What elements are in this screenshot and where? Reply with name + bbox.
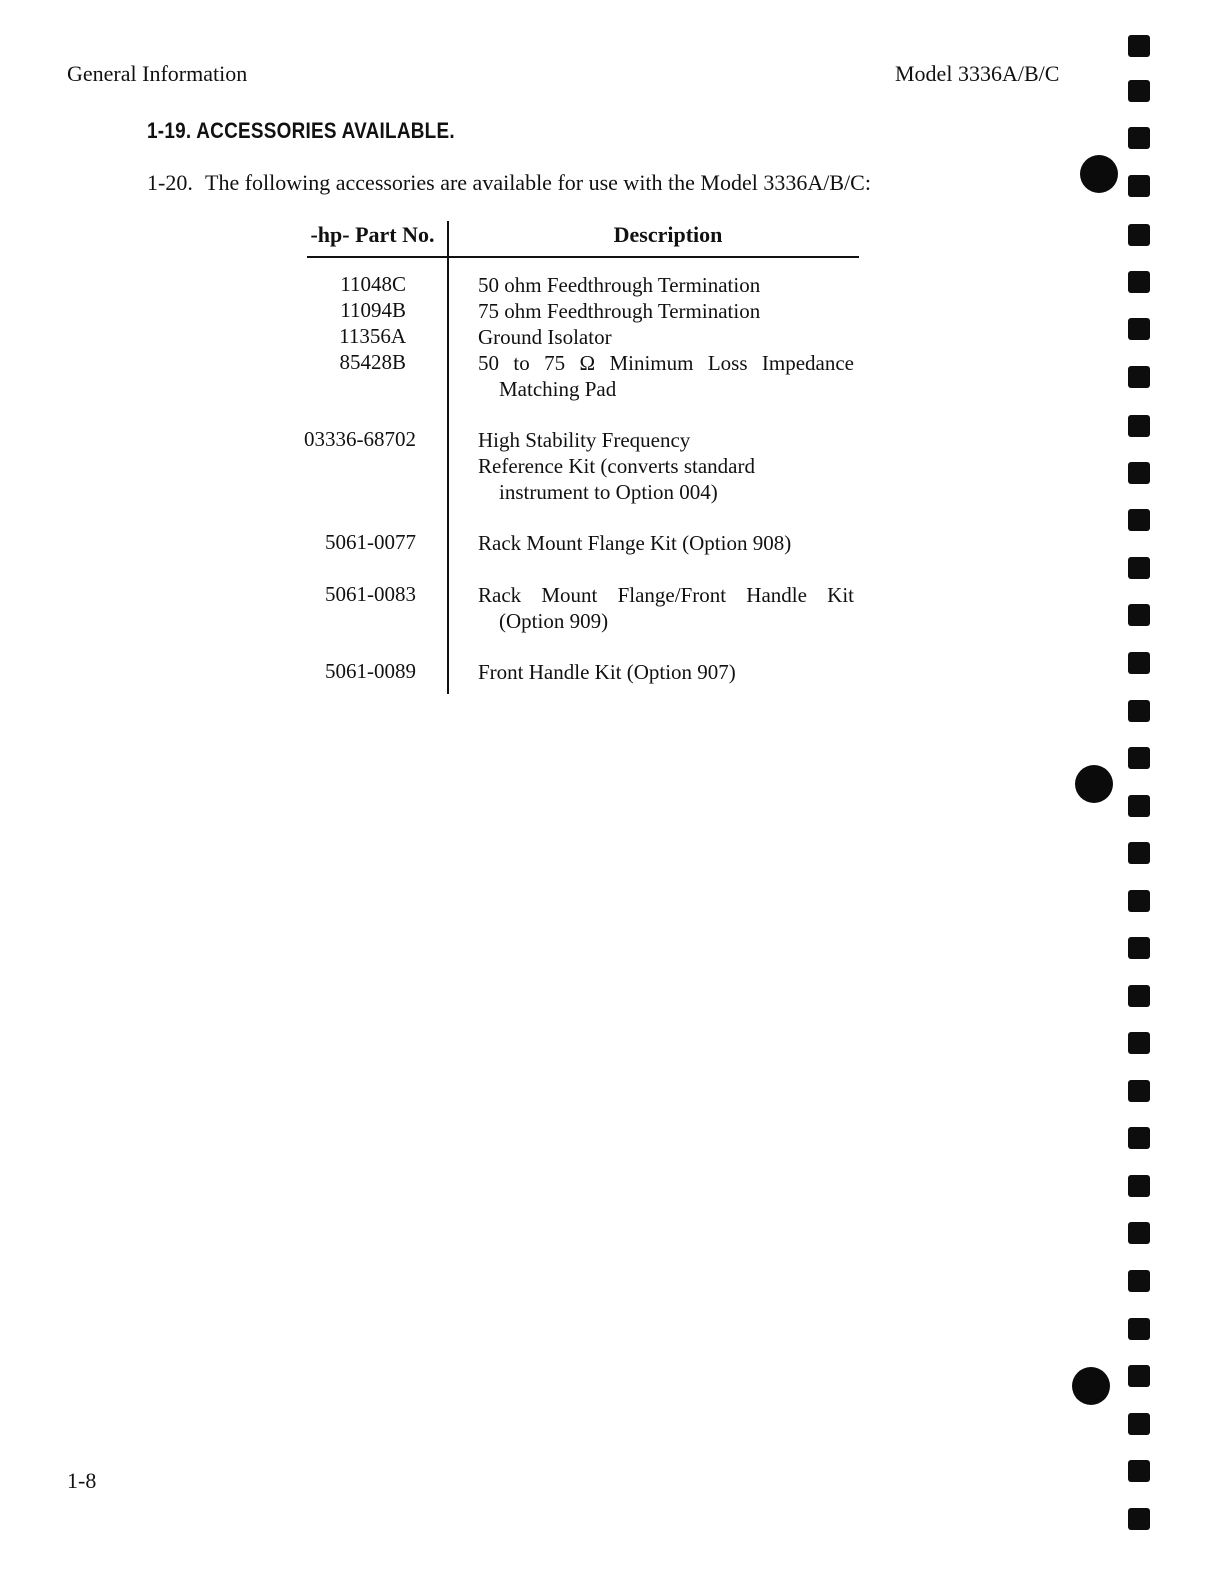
binding-slot: [1128, 80, 1150, 102]
part-number-cell: 5061-0083: [325, 582, 416, 606]
binder-hole-round: [1080, 155, 1118, 193]
paragraph-text: The following accessories are available for use with the Model 3336A/B/C:: [205, 170, 871, 195]
description-cell: [478, 350, 854, 402]
description-cell: [478, 427, 755, 505]
section-heading: 1-19. ACCESSORIES AVAILABLE.: [147, 118, 455, 143]
description-line: 75 ohm Feedthrough Termination: [478, 299, 761, 323]
binder-hole-round: [1072, 1367, 1110, 1405]
description-line: 50 to 75 Ω Minimum Loss Impedance: [478, 351, 854, 375]
description-line: (Option 909): [499, 609, 609, 633]
description-cell: [478, 298, 760, 324]
paragraph-number: 1-20.: [147, 170, 193, 195]
binding-slot: [1128, 175, 1150, 197]
binding-slot: [1128, 1222, 1150, 1244]
running-header-left: General Information: [67, 61, 248, 86]
part-number-cell: 85428B: [339, 350, 406, 374]
binding-slot: [1128, 224, 1150, 246]
description-line: Rack Mount Flange/Front Handle Kit: [478, 583, 854, 607]
binding-slot: [1128, 1080, 1150, 1102]
binding-slot: [1128, 795, 1150, 817]
description-line: 50 ohm Feedthrough Termination: [478, 273, 761, 297]
description-line: instrument to Option 004): [499, 480, 718, 504]
binding-slot: [1128, 652, 1150, 674]
description-cell: [478, 530, 791, 556]
binding-slot: [1128, 557, 1150, 579]
part-number-cell: 11094B: [340, 298, 406, 322]
binding-slot: [1128, 1175, 1150, 1197]
binding-slot: [1128, 509, 1150, 531]
intro-paragraph: [147, 170, 871, 196]
part-number-cell: 11048C: [340, 272, 406, 296]
binding-slot: [1128, 1365, 1150, 1387]
binding-slot: [1128, 604, 1150, 626]
description-cell: [478, 272, 760, 298]
binding-slot: [1128, 271, 1150, 293]
part-number-cell: 5061-0077: [325, 530, 416, 554]
binding-slot: [1128, 127, 1150, 149]
column-header-part-no: -hp- Part No.: [310, 222, 435, 247]
binding-slot: [1128, 1270, 1150, 1292]
binding-slot: [1128, 700, 1150, 722]
page-number: 1-8: [67, 1468, 97, 1493]
description-line: Reference Kit (converts standard: [478, 454, 755, 478]
binding-slot: [1128, 842, 1150, 864]
description-line: Rack Mount Flange Kit (Option 908): [478, 531, 792, 555]
part-number-cell: 5061-0089: [325, 659, 416, 683]
description-cell: [478, 582, 854, 634]
description-cell: [478, 659, 736, 685]
binder-hole-round: [1075, 765, 1113, 803]
binding-slot: [1128, 1318, 1150, 1340]
binding-slot: [1128, 1460, 1150, 1482]
column-header-description: Description: [613, 222, 723, 247]
part-number-cell: 03336-68702: [304, 427, 416, 451]
table-column-divider: [447, 221, 449, 694]
binding-slot: [1128, 890, 1150, 912]
binding-slot: [1128, 366, 1150, 388]
binding-slot: [1128, 1413, 1150, 1435]
binding-slot: [1128, 1508, 1150, 1530]
running-header-right: Model 3336A/B/C: [895, 61, 1060, 86]
part-number-cell: 11356A: [339, 324, 406, 348]
binding-slot: [1128, 1127, 1150, 1149]
binding-slot: [1128, 985, 1150, 1007]
description-line: Matching Pad: [499, 377, 617, 401]
binding-slot: [1128, 35, 1150, 57]
table-header-rule: [307, 256, 859, 258]
description-line: Ground Isolator: [478, 325, 612, 349]
description-line: Front Handle Kit (Option 907): [478, 660, 736, 684]
binding-slot: [1128, 462, 1150, 484]
description-line: High Stability Frequency: [478, 428, 691, 452]
description-cell: [478, 324, 612, 350]
binding-slot: [1128, 318, 1150, 340]
binding-slot: [1128, 747, 1150, 769]
binding-slot: [1128, 415, 1150, 437]
binding-slot: [1128, 937, 1150, 959]
binding-slot: [1128, 1032, 1150, 1054]
